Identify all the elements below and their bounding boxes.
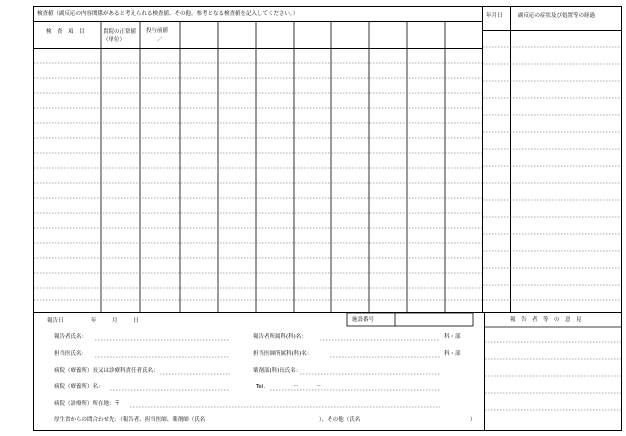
col-pre-header: 投与前値 [146,28,169,34]
id-box-label: 施設番号 [352,317,375,323]
tel-dash-2: － [316,384,322,390]
report-day-label: 日 [133,318,139,324]
reporter-dept-mark: 科・部 [444,334,461,340]
doctor-dept-mark: 科・部 [444,351,461,357]
col-normal-header: 貴院の正常値（単位） [103,29,137,43]
date-col-header: 年月日 [486,13,503,19]
report-date-label: 報告日 [47,318,64,324]
inquiry-label: 厚生省からの問合わせ先：（報告者、担当医師、薬剤師（氏名 [54,417,206,423]
opinion-header: 報 告 者 等 の 意 見 [510,317,582,323]
reporter-name-label: 報告者氏名： [54,334,88,340]
tel-dash-1: － [293,384,299,390]
doctor-dept-label: 担当医師所属科(科)名： [253,351,313,357]
reporter-dept-label: 報告者所属科(科)名： [253,334,307,340]
pharmacy-head-label: 薬剤部(科)長氏名： [253,368,302,374]
col-item-header: 検 査 項 目 [46,29,85,35]
other-label: ）、その他（氏名 [319,417,361,423]
tel-label: Tel. [256,384,266,390]
col-pre-mark: ／ [157,37,163,43]
hospital-address-label: 病院（診療所）所在地：〒 [54,401,121,407]
report-year-label: 年 [91,318,97,324]
doctor-name-label: 担当医氏名： [54,351,88,357]
report-month-label: 月 [112,318,118,324]
lab-title: 検査値（副反応の内容関係があると考えられる検査値、その他、参考となる検査値を記入してください。） [37,11,299,17]
hospital-head-label: 病院（療養所）長又は診療科責任者氏名： [54,368,159,374]
inquiry-close: ） [470,417,476,423]
hospital-name-label: 病院（療養所）名： [54,384,104,390]
course-col-header: 副反応の症状及び処置等の経過 [518,13,596,19]
